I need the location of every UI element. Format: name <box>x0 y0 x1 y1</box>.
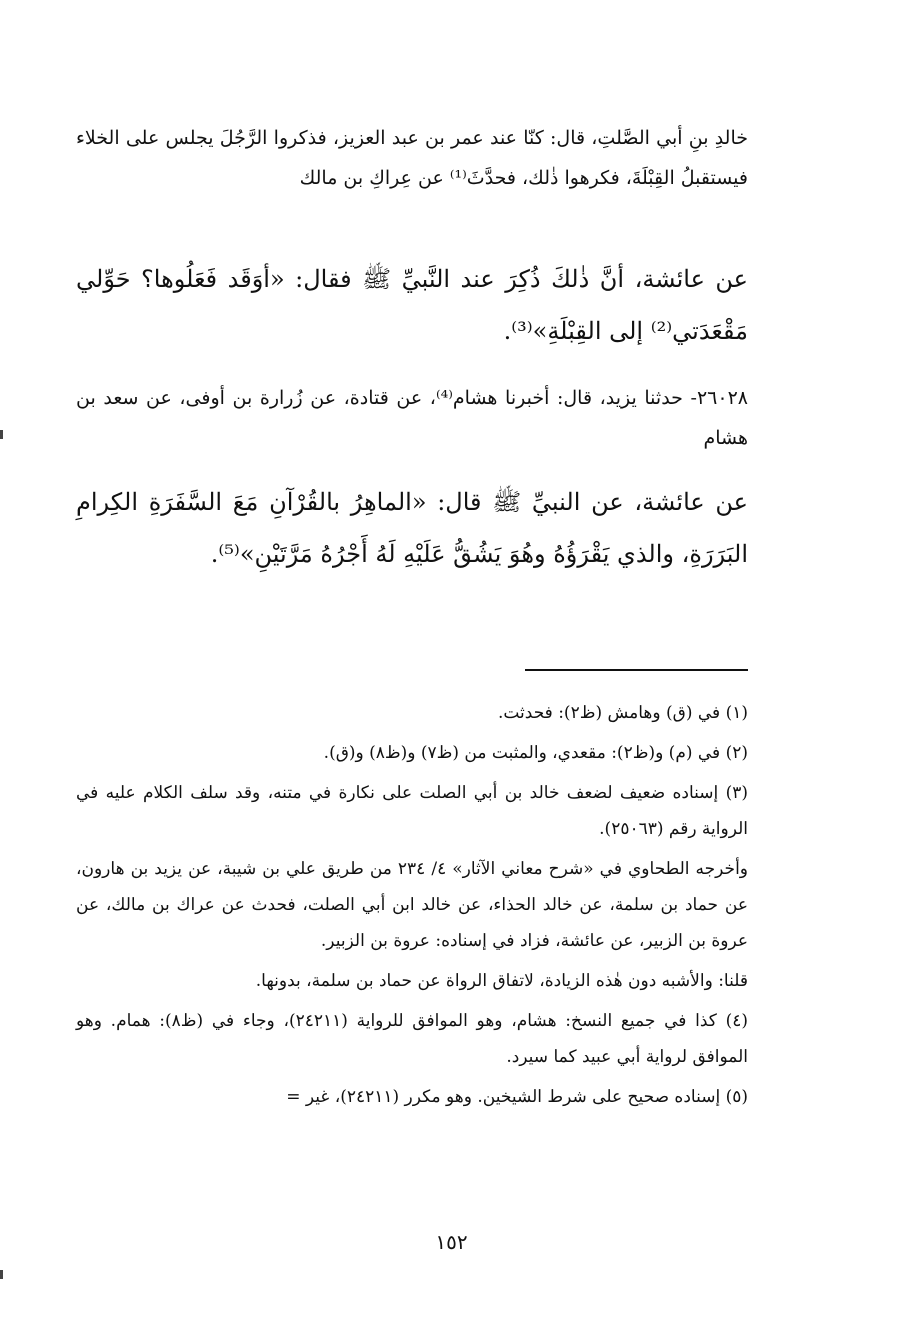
footnote-3: (٣) إسناده ضعيف لضعف خالد بن أبي الصلت على نكارة في متنه، وقد سلف الكلام عليه في الرواية رقم (٢٥٠٦٣). <box>76 783 748 839</box>
scan-edge-mark <box>0 430 3 439</box>
page-number: ١٥٢ <box>435 1230 468 1254</box>
scan-edge-mark <box>0 1270 3 1279</box>
footnote-1: (١) في (ق) وهامش (ظ٢): فحدثت. <box>497 703 748 723</box>
isnad-paragraph-2: ٢٦٠٢٨- حدثنا يزيد، قال: أخبرنا هشام⁽⁴⁾، عن قتادة، عن زُرارة بن أوفى، عن سعد بن هشام <box>76 387 748 449</box>
footnote-3-continued: وأخرجه الطحاوي في «شرح معاني الآثار» ٤/ ٢٣٤ من طريق علي بن شيبة، عن يزيد بن هارون، عن حماد بن سلمة، عن خالد الحذاء، عن خالد ابن أبي الصلت، فحدث عن عراك بن مالك، عن عروة بن الزبير، عن عائشة، فزاد في إسناده: عروة بن الزبير. <box>76 859 748 951</box>
footnote-3-remark: قلنا: والأشبه دون هٰذه الزيادة، لاتفاق الرواة عن حماد بن سلمة، بدونها. <box>255 971 748 991</box>
footnote-5: (٥) إسناده صحيح على شرط الشيخين. وهو مكرر (٢٤٢١١)، غير = <box>286 1087 748 1107</box>
footnotes-section <box>76 695 748 1119</box>
footnote-4: (٤) كذا في جميع النسخ: هشام، وهو الموافق للرواية (٢٤٢١١)، وجاء في (ظ٨): همام. وهو الموافق لرواية أبي عبيد كما سيرد. <box>76 1011 748 1067</box>
hadith-text-1: عن عائشة، أنَّ ذٰلكَ ذُكِرَ عند النَّبيِّ ﷺ فقال: «أوَقَد فَعَلُوها؟ حَوِّلي مَقْعَدَتي⁽²⁾ إلى القِبْلَةِ»⁽³⁾. <box>76 265 749 345</box>
footnote-separator <box>525 669 748 671</box>
footnote-2: (٢) في (م) و(ظ٢): مقعدي، والمثبت من (ظ٧) و(ظ٨) و(ق). <box>323 743 748 763</box>
hadith-text-2: عن عائشة، عن النبيِّ ﷺ قال: «الماهِرُ بالقُرْآنِ مَعَ السَّفَرَةِ الكِرامِ البَرَرَةِ، والذي يَقْرَؤُهُ وهُوَ يَشُقُّ عَلَيْهِ لَهُ أَجْرُهُ مَرَّتَيْنِ»⁽⁵⁾. <box>76 488 748 568</box>
isnad-paragraph-1: خالدِ بنِ أبي الصَّلتِ، قال: كنّا عند عمر بن عبد العزيز، فذكروا الرَّجُلَ يجلس على الخلاء فيستقبلُ القِبْلَةَ، فكرهوا ذٰلك، فحدَّثَ⁽¹⁾ عن عِراكِ بن مالك <box>76 127 748 189</box>
